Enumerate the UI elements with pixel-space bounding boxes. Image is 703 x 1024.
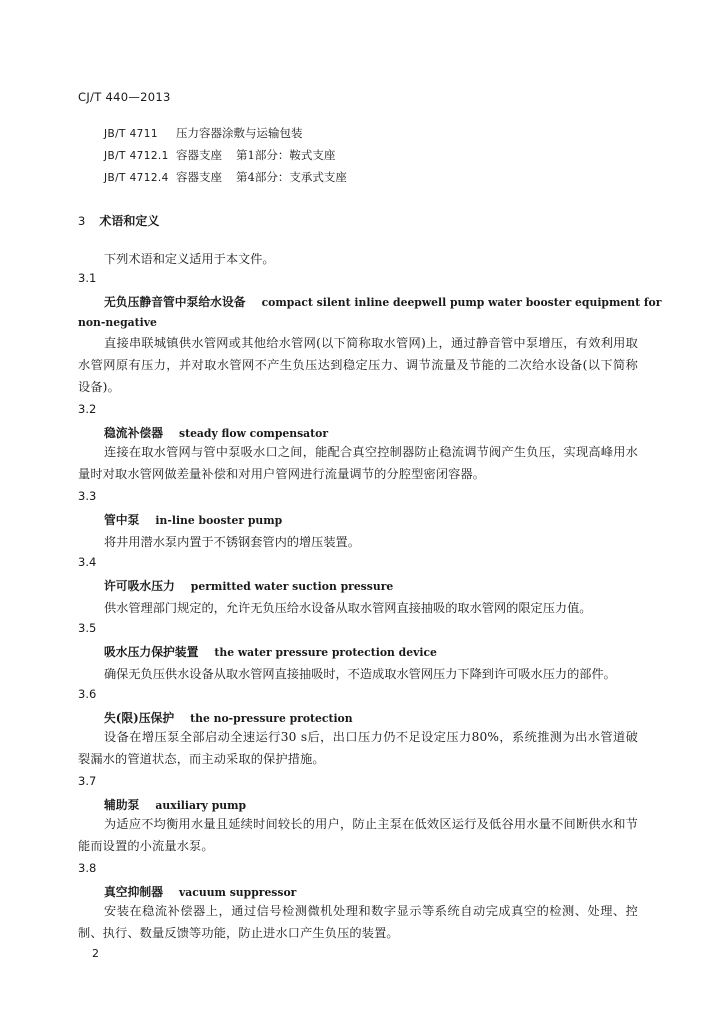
- term-definition: 供水管理部门规定的，允许无负压给水设备从取水管网直接抽吸的取水管网的限定压力值。: [104, 601, 592, 615]
- term-en: non-negative: [78, 316, 157, 329]
- term-zh: 稳流补偿器: [104, 426, 163, 440]
- term-heading: [104, 643, 437, 660]
- reference-code: JB/T 4712.1: [104, 150, 169, 162]
- term-definition: 为适应不均衡用水量且延续时间较长的用户，防止主泵在低效区运行及低谷用水量不间断供水和节能而设置的小流量水泵。: [78, 817, 638, 853]
- term-number: 3.7: [78, 774, 97, 788]
- term-number: 3.8: [78, 861, 97, 875]
- term-heading: [104, 424, 328, 441]
- term-number: 3.2: [78, 402, 97, 416]
- term-number: 3.3: [78, 489, 97, 503]
- reference-code: JB/T 4711: [104, 128, 158, 140]
- term-heading: [104, 883, 296, 900]
- term-definition: 连接在取水管网与管中泵吸水口之间，能配合真空控制器防止稳流调节阀产生负压，实现高峰用水量时对取水管网做差量补偿和对用户管网进行流量调节的分腔型密闭容器。: [78, 445, 638, 481]
- term-en: compact silent inline deepwell pump water booster equipment for: [261, 296, 662, 309]
- term-heading: [104, 293, 661, 310]
- term-heading-continued: [78, 315, 157, 329]
- term-definition: 直接串联城镇供水管网或其他给水管网(以下简称取水管网)上，通过静音管中泵增压，有效利用取水管网原有压力，并对取水管网不产生负压达到稳定压力、调节流量及节能的二次给水设备(以下简称设备)。: [78, 336, 638, 394]
- term-en: permitted water suction pressure: [190, 580, 394, 593]
- reference-part: 第4部分：支承式支座: [236, 170, 347, 184]
- term-heading: [104, 577, 393, 594]
- term-heading: [104, 511, 282, 528]
- term-en: in-line booster pump: [155, 514, 283, 527]
- term-en: vacuum suppressor: [179, 886, 297, 899]
- term-number: 3.6: [78, 687, 97, 701]
- term-en: auxiliary pump: [155, 799, 247, 812]
- section-number: 3: [78, 214, 86, 228]
- term-en: the water pressure protection device: [214, 646, 437, 659]
- term-zh: 吸水压力保护装置: [104, 645, 199, 659]
- section-title: 术语和定义: [99, 214, 160, 228]
- section-intro: 下列术语和定义适用于本文件。: [104, 252, 275, 266]
- term-heading: [104, 709, 353, 726]
- term-number: 3.4: [78, 555, 97, 569]
- term-heading: [104, 796, 246, 813]
- term-en: steady flow compensator: [179, 427, 329, 440]
- normative-reference: [104, 147, 335, 163]
- term-number: 3.5: [78, 621, 97, 635]
- normative-reference: [104, 125, 303, 141]
- term-definition: 设备在增压泵全部启动全速运行30 s后，出口压力仍不足设定压力80%，系统推测为出水管道破裂漏水的管道状态，而主动采取的保护措施。: [78, 730, 638, 766]
- section-heading: [78, 212, 159, 229]
- reference-title: 容器支座: [176, 170, 222, 184]
- term-zh: 真空抑制器: [104, 885, 163, 899]
- term-zh: 许可吸水压力: [104, 579, 175, 593]
- normative-reference: [104, 169, 347, 185]
- term-zh: 辅助泵: [104, 798, 140, 812]
- term-definition: 确保无负压供水设备从取水管网直接抽吸时，不造成取水管网压力下降到许可吸水压力的部件。: [104, 667, 616, 681]
- term-definition: 安装在稳流补偿器上，通过信号检测微机处理和数字显示等系统自动完成真空的检测、处理、控制、执行、数量反馈等功能，防止进水口产生负压的装置。: [78, 904, 638, 940]
- term-number: 3.1: [78, 271, 97, 285]
- reference-title: 压力容器涂敷与运输包装: [176, 126, 303, 140]
- reference-part: 第1部分：鞍式支座: [236, 148, 336, 162]
- term-zh: 失(限)压保护: [104, 711, 175, 725]
- reference-code: JB/T 4712.4: [104, 172, 169, 184]
- reference-title: 容器支座: [176, 148, 222, 162]
- page-number: 2: [92, 947, 99, 960]
- term-definition: 将井用潜水泵内置于不锈钢套管内的增压装置。: [104, 535, 360, 549]
- term-zh: 管中泵: [104, 513, 140, 527]
- document-header: CJ/T 440—2013: [78, 90, 171, 104]
- term-en: the no-pressure protection: [190, 712, 353, 725]
- term-zh: 无负压静音管中泵给水设备: [104, 295, 246, 309]
